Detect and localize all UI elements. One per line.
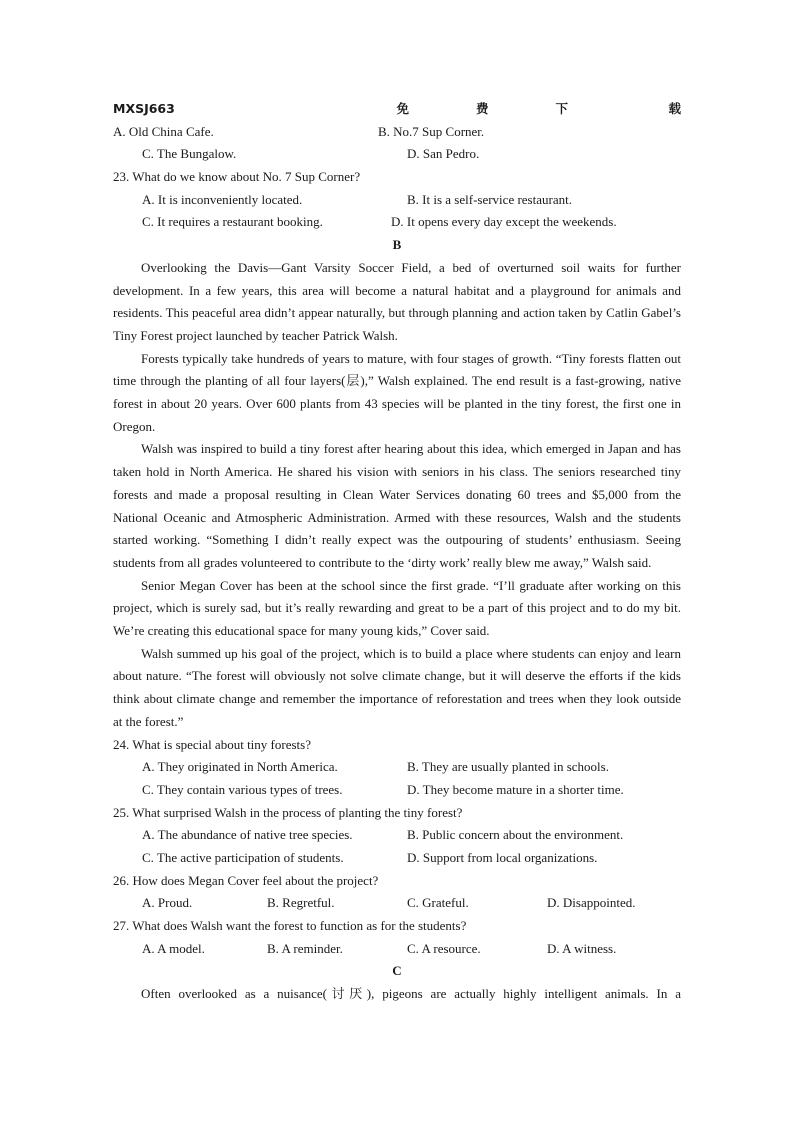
q24-option-a: A. They originated in North America. [142,759,338,775]
q27-question: 27. What does Walsh want the forest to function as for the students? [113,918,467,934]
q27-option-c: C. A resource. [407,940,481,956]
q23-options-row-1 [113,189,681,212]
q27-option-a: A. A model. [142,940,205,956]
q26-option-a: A. Proud. [142,895,193,911]
q23-option-c: C. It requires a restaurant booking. [142,214,323,230]
q24-options-row-2 [113,779,681,802]
q25-option-d: D. Support from local organizations. [407,850,598,866]
q22-options-row-2 [113,143,681,166]
q24-option-b: B. They are usually planted in schools. [407,759,609,775]
header-char: 免 [396,101,409,116]
exam-page [113,98,681,1006]
q24-question: 24. What is special about tiny forests? [113,736,311,752]
q25-options-row-1 [113,824,681,847]
header-char: 费 [475,101,489,116]
section-c-title: C [392,963,402,979]
q26-option-c: C. Grateful. [407,895,469,911]
q26-question: 26. How does Megan Cover feel about the project? [113,872,379,888]
document-code: MXSJ663 [113,101,175,116]
q25-options-row-2 [113,847,681,870]
q22-option-d: D. San Pedro. [407,146,480,162]
q22-option-a: A. Old China Cafe. [113,123,214,139]
page-header [113,98,681,121]
q26-option-d: D. Disappointed. [547,895,636,911]
q25-option-b: B. Public concern about the environment. [407,827,624,843]
q23-option-a: A. It is inconveniently located. [142,191,303,207]
q24-option-d: D. They become mature in a shorter time. [407,781,624,797]
q26-options-row [113,892,681,915]
q27-options-row [113,938,681,961]
q22-option-b: B. No.7 Sup Corner. [378,123,485,139]
q23-question: 23. What do we know about No. 7 Sup Corner? [113,169,361,185]
q24-option-c: C. They contain various types of trees. [142,781,343,797]
q23-option-b: B. It is a self-service restaurant. [407,191,572,207]
q25-question: 25. What surprised Walsh in the process of planting the tiny forest? [113,804,463,820]
section-b-paragraph: Walsh was inspired to build a tiny forest after hearing about this idea, which emerged in Japan and has taken hold in North America. He shared his vision with seniors in his class. The seniors researched tiny forests and made a proposal resulting in Clean Water Services donating 60 trees and $5,000 from the National Oceanic and Atmospheric Administration. Armed with these resources, Walsh and the students started working. “Something I didn’t really expect was the outpouring of students’ enthusiasm. Seeing students from all grades volunteered to contribute to the ‘dirty work’ really blew me away,” Walsh said. [113,441,681,570]
q22-option-c: C. The Bungalow. [142,146,237,162]
q25-option-a: A. The abundance of native tree species. [142,827,353,843]
section-b-paragraph: Overlooking the Davis—Gant Varsity Soccer Field, a bed of overturned soil waits for further development. In a few years, this area will become a natural habitat and a playground for animals and residents. This peaceful area didn’t appear naturally, but through planning and action taken by Catlin Gabel’s Tiny Forest project launched by teacher Patrick Walsh. [113,259,681,343]
section-b-paragraph: Forests typically take hundreds of years to mature, with four stages of growth. “Tiny forests flatten out time through the planting of all four layers(层),” Walsh explained. The end result is a fast-growing, native forest in about 20 years. Over 600 plants from 43 species will be planted in the tiny forest, the first one in Oregon. [113,350,681,434]
header-char: 载 [668,101,681,116]
q23-options-row-2 [113,211,681,234]
q25-option-c: C. The active participation of students. [142,850,344,866]
section-b-title: B [392,237,402,253]
q27-option-b: B. A reminder. [267,940,343,956]
q23-option-d: D. It opens every day except the weekends. [391,214,617,230]
q24-options-row-1 [113,756,681,779]
section-c-paragraph: Often overlooked as a nuisance(讨厌), pigeons are actually highly intelligent animals. In a [141,986,681,1002]
q27-option-d: D. A witness. [547,940,617,956]
q26-option-b: B. Regretful. [267,895,335,911]
section-b-paragraph: Senior Megan Cover has been at the school since the first grade. “I’ll graduate after working on this project, which is surely sad, but it’s really rewarding and great to be a part of this project and to do my bit. We’re creating this educational space for many young kids,” Cover said. [113,577,681,639]
q22-options-row-1 [113,121,681,144]
header-char: 下 [555,101,568,116]
section-b-paragraph: Walsh summed up his goal of the project, which is to build a place where students can enjoy and learn about nature. “The forest will obviously not solve climate change, but it will deserve the efforts if the kids think about climate change and remember the importance of reforestation and trees when they look outside at the forest.” [113,645,681,729]
